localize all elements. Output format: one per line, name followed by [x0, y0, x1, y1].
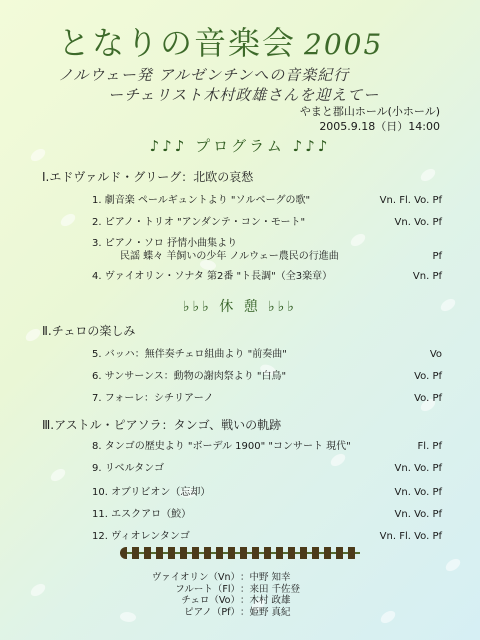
performers-list [0, 572, 480, 618]
vine-divider-icon [120, 547, 360, 559]
item-subtitle: 民謡 蝶々 羊飼いの少年 ノルウェー農民の行進曲 [120, 251, 339, 262]
performer-row [0, 584, 480, 596]
program-item [92, 440, 442, 453]
item-instruments: Vo. Pf [414, 393, 442, 404]
item-title: 11. エスクアロ（鮫） [92, 509, 192, 520]
concert-title [58, 18, 383, 64]
program-heading: ♪♪♪ プログラム ♪♪♪ [149, 137, 331, 155]
subtitle-1: ノルウェー発 アルゼンチンへの音楽紀行 [58, 66, 350, 84]
program-item [92, 237, 442, 263]
item-instruments: Vn. Vo. Pf [394, 217, 442, 228]
item-title: 7. フォーレ：シチリアーノ [92, 393, 214, 404]
item-title: 2. ピアノ・トリオ "アンダンテ・コン・モート" [92, 217, 306, 228]
item-instruments: Vn. Fl. Vo. Pf [379, 531, 442, 542]
item-title: 10. オブリビオン（忘却） [92, 487, 211, 498]
item-instruments: Vn. Vo. Pf [394, 463, 442, 474]
item-title: 8. タンゴの歴史より "ボーデル 1900" "コンサート 現代" [92, 441, 351, 452]
program-item [92, 508, 442, 521]
program-item [92, 216, 442, 229]
title-text: となりの音楽会 [58, 24, 297, 62]
venue-info [300, 104, 440, 134]
program-item [92, 530, 442, 543]
program-item [92, 194, 442, 207]
program-item [92, 462, 442, 475]
performer-name: ：中野 知幸 [240, 572, 291, 583]
item-title: 4. ヴァイオリン・ソナタ 第2番 "ト長調"（全3楽章） [92, 271, 333, 282]
performer-name: ：木村 政雄 [240, 595, 291, 606]
program-item [92, 392, 442, 405]
item-title: 12. ヴィオレンタンゴ [92, 531, 190, 542]
performer-row [0, 607, 480, 619]
section-title: Ⅲ.アストル・ピアソラ：タンゴ、戦いの軌跡 [42, 418, 282, 432]
performer-role: ヴァイオリン（Vn） [151, 572, 240, 583]
title-year: 2005 [304, 28, 384, 61]
performer-role: チェロ（Vo） [181, 595, 240, 606]
section-title: Ⅱ.チェロの楽しみ [42, 324, 136, 338]
venue-hall: やまと郡山ホール(小ホール) [299, 105, 440, 118]
intermission: ♭♭♭ 休 憩 ♭♭♭ [183, 299, 297, 315]
item-instruments: Vn. Pf [412, 271, 442, 282]
venue-date: 2005.9.18（日）14:00 [319, 120, 440, 133]
program-item [92, 270, 442, 283]
performer-row [0, 572, 480, 584]
performer-name: ：姫野 真紀 [240, 606, 291, 618]
section-title: Ⅰ.エドヴァルド・グリーグ：北欧の哀愁 [42, 170, 254, 184]
item-title: 6. サンサーンス：動物の謝肉祭より "白鳥" [92, 371, 287, 382]
performer-role: フルート（Fl） [175, 583, 240, 595]
item-title: 5. バッハ：無伴奏チェロ組曲より "前奏曲" [92, 349, 287, 360]
program-item [92, 486, 442, 499]
item-title: 1. 劇音楽 ペールギュントより "ソルベーグの歌" [92, 195, 311, 206]
item-instruments: Vn. Fl. Vo. Pf [379, 195, 442, 206]
item-instruments: Pf [432, 251, 442, 262]
item-title: 9. リベルタンゴ [92, 463, 165, 474]
performer-name: ：来田 千佐登 [240, 583, 301, 595]
performer-row [0, 595, 480, 607]
item-instruments: Vn. Vo. Pf [394, 509, 442, 520]
item-instruments: Fl. Pf [417, 441, 442, 452]
item-instruments: Vn. Vo. Pf [394, 487, 442, 498]
subtitle-2: ーチェリスト木村政雄さんを迎えてー [108, 86, 380, 104]
program-item [92, 348, 442, 361]
performer-role: ピアノ（Pf） [184, 606, 240, 618]
program-item [92, 370, 442, 383]
item-instruments: Vo [429, 349, 442, 360]
item-title: 3. ピアノ・ソロ 抒情小曲集より [92, 238, 238, 249]
item-instruments: Vo. Pf [414, 371, 442, 382]
